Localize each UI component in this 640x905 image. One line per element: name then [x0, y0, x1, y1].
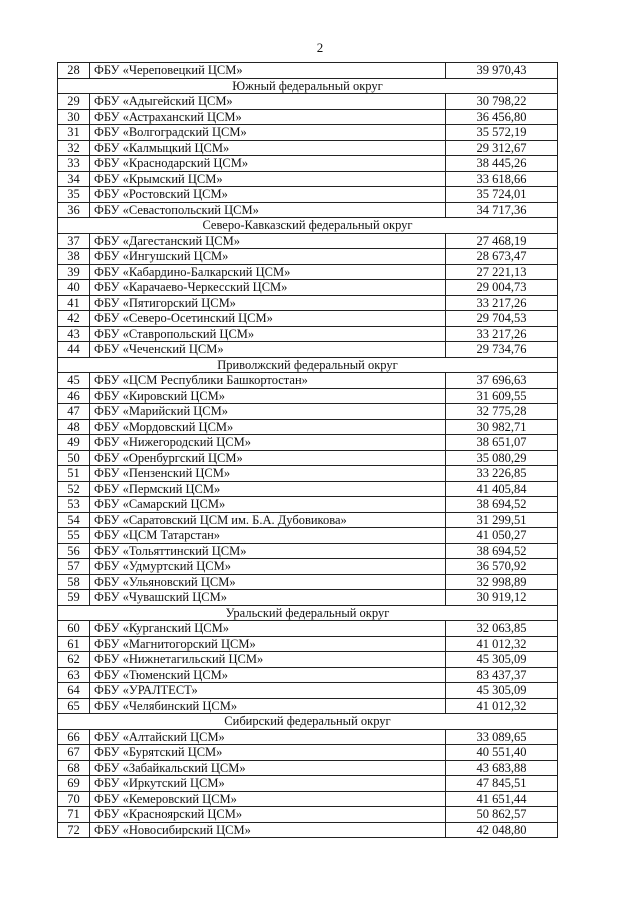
- table-row: [58, 667, 558, 683]
- organization-name: ФБУ «Ульяновский ЦСМ»: [90, 574, 446, 590]
- row-number: 32: [58, 140, 90, 156]
- organization-name: ФБУ «Бурятский ЦСМ»: [90, 745, 446, 761]
- amount-value: 27 221,13: [446, 264, 558, 280]
- organization-name: ФБУ «Адыгейский ЦСМ»: [90, 94, 446, 110]
- organization-name: ФБУ «УРАЛТЕСТ»: [90, 683, 446, 699]
- table-row: [58, 791, 558, 807]
- table-row: [58, 388, 558, 404]
- section-header-row: [58, 605, 558, 621]
- row-number: 49: [58, 435, 90, 451]
- amount-value: 38 694,52: [446, 543, 558, 559]
- organization-name: ФБУ «Тольяттинский ЦСМ»: [90, 543, 446, 559]
- section-header-row: [58, 714, 558, 730]
- section-title: Приволжский федеральный округ: [58, 357, 558, 373]
- amount-value: 27 468,19: [446, 233, 558, 249]
- organization-name: ФБУ «Алтайский ЦСМ»: [90, 729, 446, 745]
- row-number: 67: [58, 745, 90, 761]
- row-number: 28: [58, 63, 90, 79]
- table-row: [58, 311, 558, 327]
- organization-name: ФБУ «Кемеровский ЦСМ»: [90, 791, 446, 807]
- row-number: 57: [58, 559, 90, 575]
- section-header-row: [58, 357, 558, 373]
- row-number: 41: [58, 295, 90, 311]
- amount-value: 33 089,65: [446, 729, 558, 745]
- organization-name: ФБУ «Удмуртский ЦСМ»: [90, 559, 446, 575]
- table-row: [58, 202, 558, 218]
- row-number: 29: [58, 94, 90, 110]
- organization-name: ФБУ «Нижегородский ЦСМ»: [90, 435, 446, 451]
- organization-name: ФБУ «Краснодарский ЦСМ»: [90, 156, 446, 172]
- row-number: 52: [58, 481, 90, 497]
- table-row: [58, 822, 558, 838]
- table-row: [58, 745, 558, 761]
- organization-name: ФБУ «Дагестанский ЦСМ»: [90, 233, 446, 249]
- table-row: [58, 280, 558, 296]
- table-row: [58, 326, 558, 342]
- amount-value: 37 696,63: [446, 373, 558, 389]
- organization-name: ФБУ «Ставропольский ЦСМ»: [90, 326, 446, 342]
- page-number: 2: [316, 40, 324, 55]
- section-title: Южный федеральный округ: [58, 78, 558, 94]
- table-body: [58, 63, 558, 838]
- row-number: 40: [58, 280, 90, 296]
- amount-value: 50 862,57: [446, 807, 558, 823]
- table-row: [58, 342, 558, 358]
- organization-name: ФБУ «Нижнетагильский ЦСМ»: [90, 652, 446, 668]
- amount-value: 33 618,66: [446, 171, 558, 187]
- amount-value: 30 919,12: [446, 590, 558, 606]
- organization-name: ФБУ «Красноярский ЦСМ»: [90, 807, 446, 823]
- organization-name: ФБУ «Пермский ЦСМ»: [90, 481, 446, 497]
- row-number: 30: [58, 109, 90, 125]
- section-title: Уральский федеральный округ: [58, 605, 558, 621]
- table-row: [58, 528, 558, 544]
- row-number: 35: [58, 187, 90, 203]
- organization-name: ФБУ «Кабардино-Балкарский ЦСМ»: [90, 264, 446, 280]
- row-number: 37: [58, 233, 90, 249]
- row-number: 34: [58, 171, 90, 187]
- amount-value: 83 437,37: [446, 667, 558, 683]
- amount-value: 36 570,92: [446, 559, 558, 575]
- table-row: [58, 171, 558, 187]
- table-row: [58, 698, 558, 714]
- table-row: [58, 807, 558, 823]
- amount-value: 32 775,28: [446, 404, 558, 420]
- row-number: 59: [58, 590, 90, 606]
- table-row: [58, 233, 558, 249]
- table-row: [58, 776, 558, 792]
- organization-name: ФБУ «Севастопольский ЦСМ»: [90, 202, 446, 218]
- amount-value: 38 651,07: [446, 435, 558, 451]
- organization-name: ФБУ «Северо-Осетинский ЦСМ»: [90, 311, 446, 327]
- table-row: [58, 512, 558, 528]
- amount-value: 29 004,73: [446, 280, 558, 296]
- section-header-row: [58, 218, 558, 234]
- amount-value: 35 572,19: [446, 125, 558, 141]
- organization-name: ФБУ «Калмыцкий ЦСМ»: [90, 140, 446, 156]
- amount-value: 31 299,51: [446, 512, 558, 528]
- amount-value: 41 651,44: [446, 791, 558, 807]
- organization-name: ФБУ «Крымский ЦСМ»: [90, 171, 446, 187]
- table-row: [58, 140, 558, 156]
- organization-name: ФБУ «Тюменский ЦСМ»: [90, 667, 446, 683]
- amount-value: 38 694,52: [446, 497, 558, 513]
- organization-name: ФБУ «Пятигорский ЦСМ»: [90, 295, 446, 311]
- organization-name: ФБУ «Оренбургский ЦСМ»: [90, 450, 446, 466]
- table-row: [58, 590, 558, 606]
- row-number: 58: [58, 574, 90, 590]
- amount-value: 45 305,09: [446, 652, 558, 668]
- table-row: [58, 156, 558, 172]
- organization-name: ФБУ «Карачаево-Черкесский ЦСМ»: [90, 280, 446, 296]
- amount-value: 35 080,29: [446, 450, 558, 466]
- table-row: [58, 109, 558, 125]
- amount-value: 47 845,51: [446, 776, 558, 792]
- table-row: [58, 621, 558, 637]
- table-row: [58, 497, 558, 513]
- amount-value: 34 717,36: [446, 202, 558, 218]
- table-row: [58, 559, 558, 575]
- organization-name: ФБУ «Марийский ЦСМ»: [90, 404, 446, 420]
- organization-name: ФБУ «Челябинский ЦСМ»: [90, 698, 446, 714]
- row-number: 31: [58, 125, 90, 141]
- row-number: 65: [58, 698, 90, 714]
- amount-value: 29 704,53: [446, 311, 558, 327]
- row-number: 68: [58, 760, 90, 776]
- organization-name: ФБУ «ЦСМ Республики Башкортостан»: [90, 373, 446, 389]
- organization-name: ФБУ «Кировский ЦСМ»: [90, 388, 446, 404]
- amount-value: 45 305,09: [446, 683, 558, 699]
- table-row: [58, 404, 558, 420]
- row-number: 69: [58, 776, 90, 792]
- row-number: 63: [58, 667, 90, 683]
- row-number: 36: [58, 202, 90, 218]
- table-row: [58, 574, 558, 590]
- organization-name: ФБУ «Магнитогорский ЦСМ»: [90, 636, 446, 652]
- row-number: 55: [58, 528, 90, 544]
- table-row: [58, 125, 558, 141]
- amount-value: 32 998,89: [446, 574, 558, 590]
- amount-value: 28 673,47: [446, 249, 558, 265]
- row-number: 33: [58, 156, 90, 172]
- table-row: [58, 760, 558, 776]
- table-row: [58, 187, 558, 203]
- section-title: Северо-Кавказский федеральный округ: [58, 218, 558, 234]
- table-row: [58, 295, 558, 311]
- amount-value: 29 734,76: [446, 342, 558, 358]
- row-number: 62: [58, 652, 90, 668]
- row-number: 71: [58, 807, 90, 823]
- amount-value: 35 724,01: [446, 187, 558, 203]
- organization-name: ФБУ «Ингушский ЦСМ»: [90, 249, 446, 265]
- table-row: [58, 63, 558, 79]
- organization-name: ФБУ «Курганский ЦСМ»: [90, 621, 446, 637]
- row-number: 47: [58, 404, 90, 420]
- row-number: 72: [58, 822, 90, 838]
- organization-name: ФБУ «Волгоградский ЦСМ»: [90, 125, 446, 141]
- table-row: [58, 729, 558, 745]
- organization-name: ФБУ «Пензенский ЦСМ»: [90, 466, 446, 482]
- table-row: [58, 373, 558, 389]
- organization-name: ФБУ «Чеченский ЦСМ»: [90, 342, 446, 358]
- table-row: [58, 652, 558, 668]
- table-row: [58, 94, 558, 110]
- section-header-row: [58, 78, 558, 94]
- amount-value: 33 226,85: [446, 466, 558, 482]
- row-number: 66: [58, 729, 90, 745]
- amount-value: 38 445,26: [446, 156, 558, 172]
- amount-value: 30 798,22: [446, 94, 558, 110]
- row-number: 43: [58, 326, 90, 342]
- row-number: 50: [58, 450, 90, 466]
- row-number: 53: [58, 497, 90, 513]
- table-row: [58, 683, 558, 699]
- row-number: 42: [58, 311, 90, 327]
- row-number: 39: [58, 264, 90, 280]
- organization-name: ФБУ «Забайкальский ЦСМ»: [90, 760, 446, 776]
- row-number: 46: [58, 388, 90, 404]
- table-row: [58, 435, 558, 451]
- organization-name: ФБУ «Астраханский ЦСМ»: [90, 109, 446, 125]
- row-number: 64: [58, 683, 90, 699]
- row-number: 48: [58, 419, 90, 435]
- amount-value: 41 012,32: [446, 698, 558, 714]
- row-number: 56: [58, 543, 90, 559]
- table-row: [58, 450, 558, 466]
- amount-value: 36 456,80: [446, 109, 558, 125]
- amount-value: 31 609,55: [446, 388, 558, 404]
- table-row: [58, 481, 558, 497]
- amount-value: 30 982,71: [446, 419, 558, 435]
- organization-name: ФБУ «Мордовский ЦСМ»: [90, 419, 446, 435]
- table-row: [58, 419, 558, 435]
- amount-value: 43 683,88: [446, 760, 558, 776]
- row-number: 45: [58, 373, 90, 389]
- amount-value: 29 312,67: [446, 140, 558, 156]
- organization-name: ФБУ «Самарский ЦСМ»: [90, 497, 446, 513]
- table-row: [58, 264, 558, 280]
- organization-name: ФБУ «Саратовский ЦСМ им. Б.А. Дубовикова»: [90, 512, 446, 528]
- funding-table: [57, 62, 558, 838]
- table-row: [58, 543, 558, 559]
- table-row: [58, 636, 558, 652]
- organization-name: ФБУ «Новосибирский ЦСМ»: [90, 822, 446, 838]
- table-row: [58, 466, 558, 482]
- row-number: 54: [58, 512, 90, 528]
- organization-name: ФБУ «Череповецкий ЦСМ»: [90, 63, 446, 79]
- table-row: [58, 249, 558, 265]
- row-number: 44: [58, 342, 90, 358]
- amount-value: 39 970,43: [446, 63, 558, 79]
- row-number: 51: [58, 466, 90, 482]
- amount-value: 41 405,84: [446, 481, 558, 497]
- organization-name: ФБУ «Иркутский ЦСМ»: [90, 776, 446, 792]
- row-number: 61: [58, 636, 90, 652]
- amount-value: 41 050,27: [446, 528, 558, 544]
- section-title: Сибирский федеральный округ: [58, 714, 558, 730]
- organization-name: ФБУ «Чувашский ЦСМ»: [90, 590, 446, 606]
- amount-value: 32 063,85: [446, 621, 558, 637]
- amount-value: 40 551,40: [446, 745, 558, 761]
- organization-name: ФБУ «ЦСМ Татарстан»: [90, 528, 446, 544]
- organization-name: ФБУ «Ростовский ЦСМ»: [90, 187, 446, 203]
- amount-value: 41 012,32: [446, 636, 558, 652]
- row-number: 60: [58, 621, 90, 637]
- row-number: 70: [58, 791, 90, 807]
- amount-value: 33 217,26: [446, 326, 558, 342]
- amount-value: 33 217,26: [446, 295, 558, 311]
- amount-value: 42 048,80: [446, 822, 558, 838]
- row-number: 38: [58, 249, 90, 265]
